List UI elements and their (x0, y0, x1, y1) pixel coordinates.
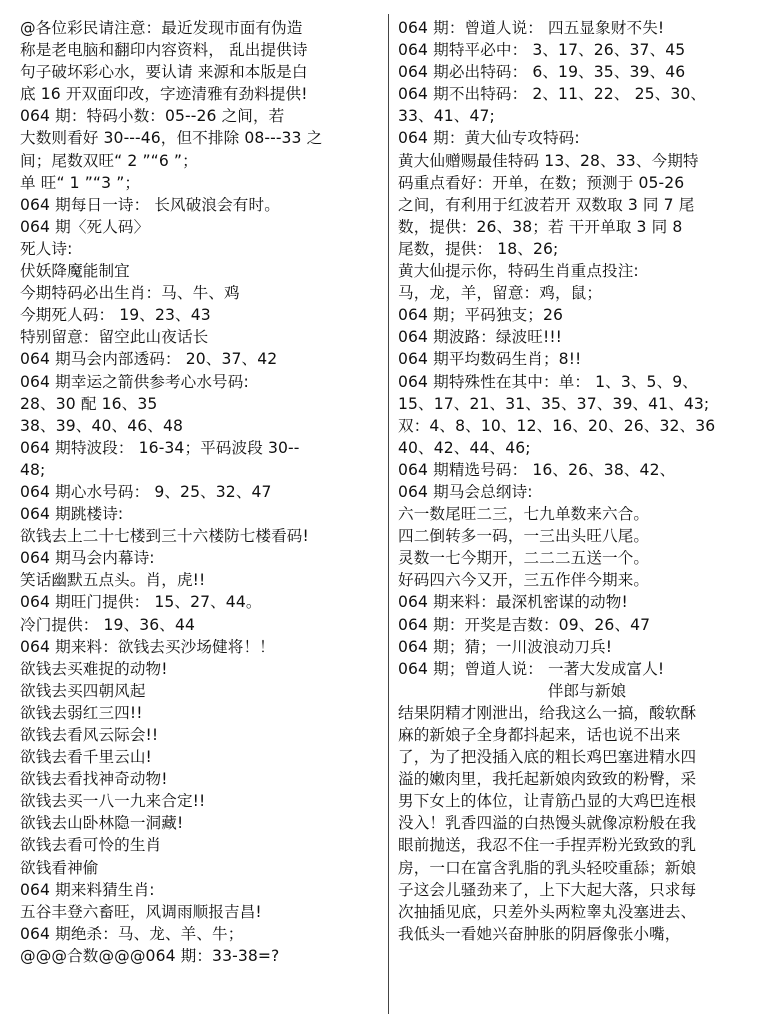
column-divider (388, 14, 389, 1014)
text-line: 欲钱去看风云际会!! (20, 726, 159, 744)
text-line: 064 期；平码独支；26 (398, 306, 564, 325)
text-line: 064 期马会内幕诗: (20, 549, 155, 568)
text-line: 双：4、8、10、12、16、20、26、32、36 (398, 416, 716, 435)
text-line: 黄大仙提示你，特码生肖重点投注: (398, 262, 639, 281)
text-line: 之间，有利用于红波若开 双数取 3 同 7 尾 (398, 195, 695, 214)
text-line: 尾数，提供： 18、26; (398, 239, 559, 258)
text-line: 欲钱去买一八一九来合定!! (20, 792, 206, 811)
story-line: 了，为了把没插入底的粗长鸡巴塞进精水四 (398, 748, 697, 767)
text-line: 死人诗: (20, 239, 73, 258)
story-line: 男下女上的体位，让青筋凸显的大鸡巴连根 (398, 792, 697, 811)
text-line: 064 期不出特码： 2、11、22、 25、30、 (398, 85, 707, 104)
text-line: 五谷丰登六畜旺，风调雨顺报吉昌! (20, 902, 262, 921)
text-line: 064 期来料：最深机密谋的动物! (398, 593, 628, 612)
text-line: 冷门提供： 19、36、44 (20, 615, 196, 634)
text-line: 38、39、40、46、48 (20, 416, 183, 435)
text-line: 六一数尾旺二三，七九单数来六合。 (398, 505, 650, 524)
text-line: 064 期特波段： 16-34；平码波段 30-- (20, 438, 300, 457)
text-line: 064 期精选号码： 16、26、38、42、 (398, 460, 676, 479)
text-line: 黄大仙赠赐最佳特码 13、28、33、今期特 (398, 151, 699, 170)
text-line: 40、42、44、46; (398, 438, 531, 457)
text-line: 特别留意：留空此山夜话长 (20, 328, 209, 347)
story-line: 房，一口在富含乳脂的乳头轻咬重舔；新娘 (398, 858, 697, 877)
text-line: 句子破坏彩心水，要认请 来源和本版是白 (20, 63, 308, 82)
story-line: 结果阴精才刚泄出，给我这么一搞，酸软酥 (398, 703, 697, 722)
text-line: 15、17、21、31、35、37、39、41、43; (398, 394, 710, 413)
text-line: @各位彩民请注意：最近发现市面有伪造 (20, 19, 303, 37)
text-line: 064 期：开奖是吉数：09、26、47 (398, 615, 651, 634)
text-line: 今期死人码： 19、23、43 (20, 306, 211, 325)
text-line: 数，提供：26、38；若 干开单取 3 同 8 (398, 217, 683, 236)
text-line: 四二倒转多一码，一三出头旺八尾。 (398, 527, 650, 546)
text-line: 欲钱去看千里云山! (20, 748, 152, 767)
text-line: 064 期跳楼诗: (20, 505, 124, 524)
text-line: 欲钱去山卧林隐一洞藏! (20, 814, 184, 833)
text-line: 064 期波路：绿波旺!!! (398, 328, 563, 347)
text-line: 064 期：特码小数：05--26 之间，若 (20, 107, 285, 126)
text-line: 马，龙，羊，留意：鸡，鼠； (398, 284, 603, 303)
text-line: 064 期绝杀：马、龙、羊、牛； (20, 924, 244, 943)
text-line: 064 期特平必中： 3、17、26、37、45 (398, 41, 686, 60)
text-line: 064 期马会总纲诗: (398, 482, 533, 501)
text-line: 064 期：曾道人说： 四五显象财不失! (398, 19, 665, 37)
text-line: 33、41、47; (398, 107, 495, 126)
text-line: @@@合数@@@064 期：33-38=? (20, 946, 280, 965)
text-line: 欲钱去看可怜的生肖 (20, 836, 162, 855)
text-line: 064 期每日一诗： 长风破浪会有时。 (20, 195, 280, 214)
text-line: 好码四六今又开，三五作伴今期来。 (398, 571, 650, 590)
right-column (398, 17, 762, 945)
text-line: 064 期幸运之箭供参考心水号码: (20, 372, 249, 391)
text-line: 欲钱去弱红三四!! (20, 703, 143, 722)
text-line: 称是老电脑和翻印内容资料， 乱出提供诗 (20, 41, 308, 60)
text-line: 欲钱去看找神奇动物! (20, 770, 168, 789)
text-line: 064 期特殊性在其中：单： 1、3、5、9、 (398, 372, 698, 391)
text-line: 欲钱去买难捉的动物! (20, 659, 168, 678)
text-line: 灵数一七今期开，二二二五送一个。 (398, 549, 650, 568)
text-line: 欲钱看神偷 (20, 858, 99, 877)
story-line: 溢的嫩肉里，我托起新娘肉致致的粉臀，采 (398, 770, 697, 789)
text-line: 大数则看好 30---46，但不排除 08---33 之 (20, 129, 323, 148)
text-line: 064 期马会内部透码： 20、37、42 (20, 350, 278, 369)
text-line: 笑话幽默五点头。肖，虎!! (20, 571, 206, 590)
story-line: 眼前抛送，我忍不住一手捏弄粉光致致的乳 (398, 836, 697, 855)
text-line: 064 期来料猜生肖: (20, 880, 155, 899)
left-column (20, 17, 392, 967)
story-line: 麻的新娘子全身都抖起来，话也说不出来 (398, 726, 681, 744)
text-line: 064 期来料：欲钱去买沙场健将！！ (20, 637, 275, 656)
text-line: 伏妖降魔能制宜 (20, 262, 130, 281)
story-line: 我低头一看她兴奋肿胀的阴唇像张小嘴， (398, 924, 681, 943)
text-line: 底 16 开双面印改，字迹清雅有劲料提供! (20, 85, 308, 104)
text-line: 064 期必出特码： 6、19、35、39、46 (398, 63, 686, 82)
text-line: 48; (20, 460, 46, 479)
text-line: 064 期旺门提供： 15、27、44。 (20, 593, 262, 612)
text-line: 064 期心水号码： 9、25、32、47 (20, 482, 272, 501)
text-line: 064 期〈死人码〉 (20, 217, 150, 236)
story-line: 没入！乳香四溢的白热馒头就像凉粉般在我 (398, 814, 697, 833)
story-line: 次抽插见底，只差外头两粒睾丸没塞进去、 (398, 902, 697, 921)
text-line: 欲钱去上二十七楼到三十六楼防七楼看码! (20, 527, 309, 546)
text-line: 今期特码必出生肖：马、牛、鸡 (20, 284, 240, 303)
text-line: 单 旺“ 1 ”“3 ”； (20, 173, 141, 192)
text-line: 064 期平均数码生肖；8!! (398, 350, 582, 369)
text-line: 间；尾数双旺“ 2 ”“6 ”； (20, 151, 198, 170)
story-title: 伴郎与新娘 (547, 681, 627, 700)
text-line: 码重点看好：开单，在数；预测于 05-26 (398, 173, 685, 192)
text-line: 欲钱去买四朝风起 (20, 681, 146, 700)
text-line: 064 期；猜；一川波浪动刀兵! (398, 637, 613, 656)
story-line: 子这会儿骚劲来了，上下大起大落，只求每 (398, 880, 697, 899)
text-line: 064 期；曾道人说： 一著大发成富人! (398, 659, 665, 678)
text-line: 28、30 配 16、35 (20, 394, 158, 413)
text-line: 064 期：黄大仙专攻特码: (398, 129, 580, 148)
